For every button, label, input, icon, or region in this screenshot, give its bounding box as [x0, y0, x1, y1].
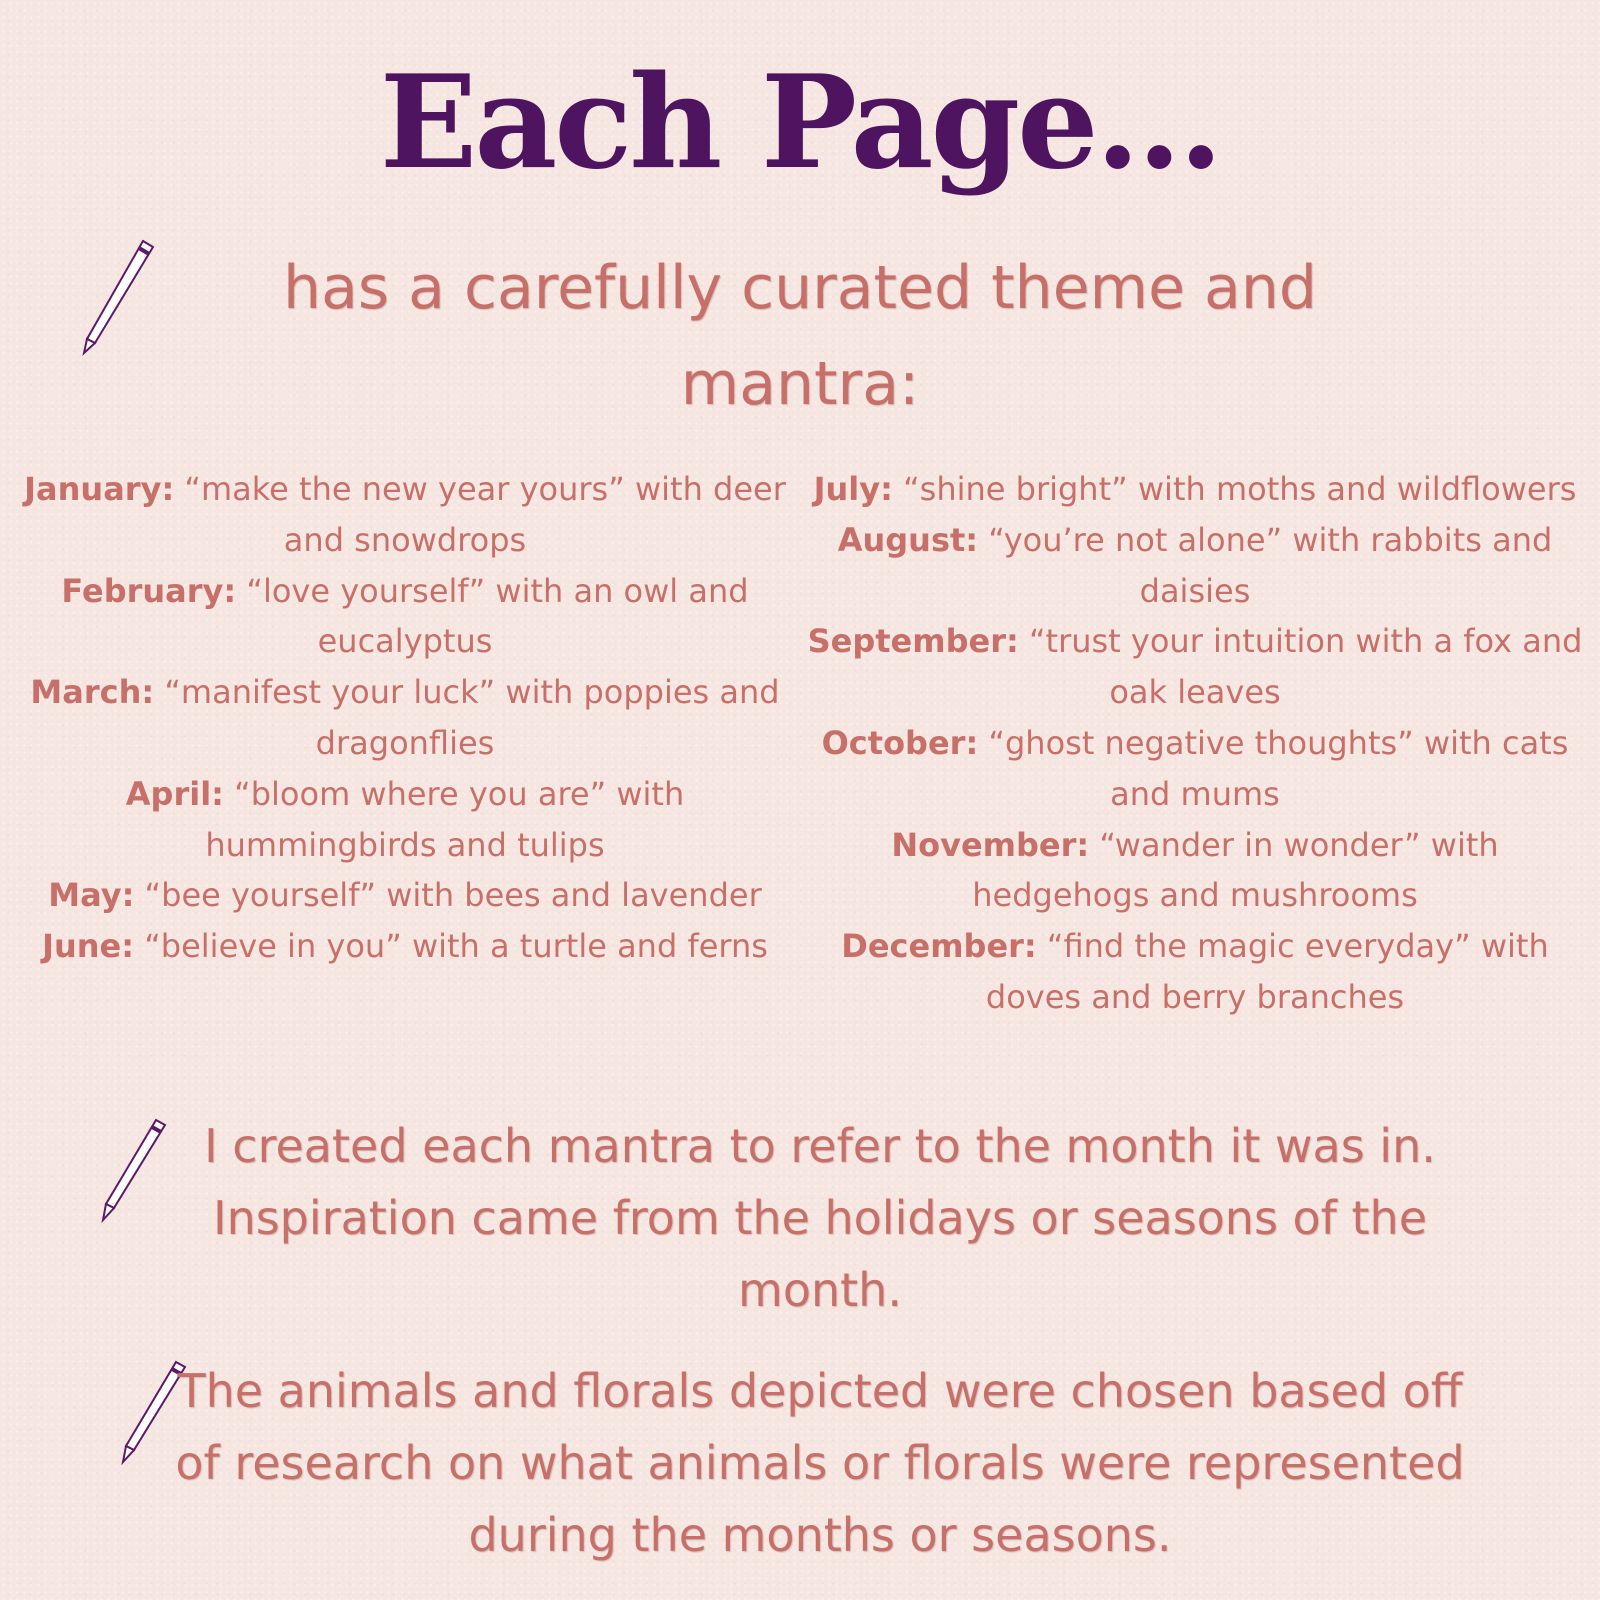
month-entry — [800, 616, 1590, 718]
month-entry — [10, 921, 800, 972]
months-left-column — [10, 464, 800, 972]
month-entry — [800, 718, 1590, 820]
month-entry — [800, 921, 1590, 1023]
month-description: “make the new year yours” with deer and snowdrops — [184, 470, 786, 559]
month-name: February: — [61, 571, 237, 610]
month-description: “find the magic everyday” with doves and berry branches — [985, 927, 1549, 1016]
month-entry — [10, 566, 800, 668]
month-name: October: — [821, 723, 979, 762]
month-description: “ghost negative thoughts” with cats and mums — [988, 723, 1569, 813]
month-entry — [10, 769, 800, 871]
month-name: August: — [837, 520, 979, 559]
month-name: July: — [813, 470, 893, 508]
month-description: “manifest your luck” with poppies and dragonflies — [164, 673, 780, 762]
month-description: “shine bright” with moths and wildflowers — [903, 470, 1577, 508]
month-description: “bloom where you are” with hummingbirds and tulips — [205, 774, 685, 864]
pencil-icon — [80, 236, 160, 360]
page-title: Each Page... — [379, 48, 1221, 198]
month-entry — [10, 464, 800, 566]
month-description: “bee yourself” with bees and lavender — [144, 876, 762, 915]
months-right-column — [800, 464, 1590, 1023]
month-name: May: — [48, 876, 135, 915]
month-name: September: — [807, 622, 1019, 661]
month-name: November: — [891, 825, 1090, 864]
month-name: January: — [24, 470, 175, 508]
month-description: “love yourself” with an owl and eucalyptus — [246, 571, 749, 661]
mantra-note: I created each mantra to refer to the month it was in. Inspiration came from the holidays or seasons of the month. — [204, 1119, 1436, 1317]
month-description: “trust your intuition with a fox and oak leaves — [1028, 622, 1583, 712]
month-description: “you’re not alone” with rabbits and daisies — [988, 520, 1553, 610]
month-entry — [800, 515, 1590, 617]
intro-text: has a carefully curated theme and mantra: — [283, 253, 1317, 419]
month-name: March: — [30, 673, 155, 712]
month-description: “wander in wonder” with hedgehogs and mushrooms — [972, 825, 1499, 915]
month-name: June: — [42, 927, 135, 966]
research-note: The animals and florals depicted were chosen based off of research on what animals or florals were represented during the months or seasons. — [175, 1364, 1465, 1562]
month-name: December: — [841, 927, 1037, 966]
month-name: April: — [125, 774, 224, 813]
month-entry — [10, 667, 800, 769]
month-entry — [10, 870, 800, 921]
month-description: “believe in you” with a turtle and ferns — [144, 927, 768, 966]
month-entry — [800, 464, 1590, 515]
month-entry — [800, 820, 1590, 922]
